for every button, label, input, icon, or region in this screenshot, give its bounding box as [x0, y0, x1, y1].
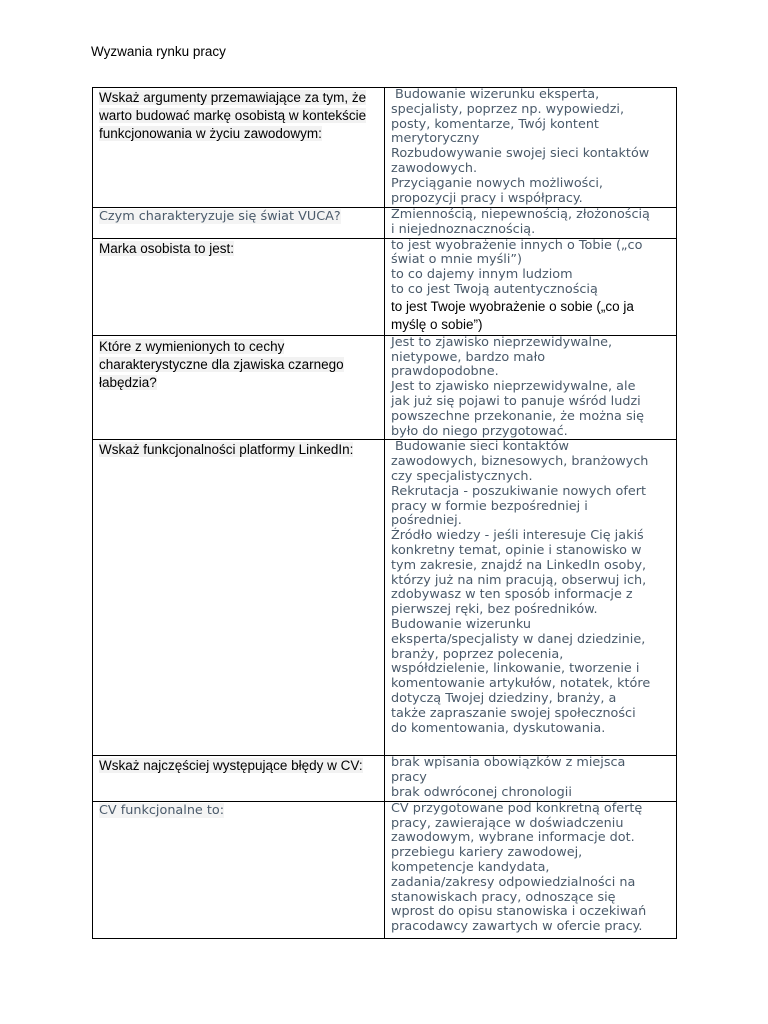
answer-line: którzy już na nim pracują, obserwuj ich, [391, 572, 647, 588]
answer-line: także zapraszanie swojej społeczności [391, 705, 636, 721]
answer-line: i niejednoznacznością. [391, 221, 536, 237]
question-text: Czym charakteryzuje się świat VUCA? [99, 209, 341, 224]
question-cell [93, 440, 385, 756]
answer-line: Budowanie sieci kontaktów [395, 439, 569, 455]
question-cell [93, 756, 385, 801]
answer-line: współdzielenie, linkowanie, tworzenie i [391, 661, 640, 677]
answer-line: zawodowych, biznesowych, branżowych [391, 454, 649, 470]
answer-line: Budowanie wizerunku [391, 616, 531, 632]
table-row [93, 756, 677, 801]
answer-line: przebiegu kariery zawodowej, [391, 845, 583, 861]
answer-line: posty, komentarze, Twój kontent [391, 116, 599, 132]
document-title: Wyzwania rynku pracy [91, 44, 226, 59]
answer-line: Jest to zjawisko nieprzewidywalne, ale [391, 379, 636, 395]
answer-line: specjalisty, poprzez np. wypowiedzi, [391, 101, 625, 117]
table-row [93, 238, 677, 335]
answer-line: komentowanie artykułów, notatek, które [391, 676, 651, 692]
answer-line: było do niego przygotować. [391, 423, 568, 439]
answer-line: propozycji pracy i współpracy. [391, 190, 583, 206]
answer-line: stanowiskach pracy, odnoszące się [391, 889, 616, 905]
table-row [93, 335, 677, 440]
answer-line: Jest to zjawisko nieprzewidywalne, [391, 334, 613, 350]
answer-line: zawodowym, wybrane informacje dot. [391, 830, 635, 846]
answer-line: jak już się pojawi to panuje wśród ludzi [391, 393, 641, 409]
question-text: Wskaż funkcjonalności platformy LinkedIn: [99, 442, 354, 458]
question-cell [93, 238, 385, 335]
question-cell [93, 208, 385, 239]
question-cell [93, 88, 385, 208]
answer-line: Rozbudowywanie swojej sieci kontaktów [391, 146, 650, 162]
answer-line: wprost do opisu stanowiska i oczekiwań [391, 904, 647, 920]
answer-line: zadania/zakresy odpowiedzialności na [391, 874, 636, 890]
answer-cell [385, 238, 677, 335]
answer-line: brak wpisania obowiązków z miejsca [391, 755, 626, 771]
answer-line: Źródło wiedzy - jeśli interesuje Cię jakiś [391, 528, 644, 544]
question-text: CV funkcjonalne to: [99, 802, 225, 818]
answer-line: pracy w formie bezpośredniej i [391, 498, 588, 514]
question-cell [93, 335, 385, 440]
answer-cell [385, 801, 677, 938]
answer-line: Zmiennością, niepewnością, złożonością [391, 207, 650, 222]
answer-cell [385, 208, 677, 239]
answer-line: zdobywasz w ten sposób informacje z [391, 587, 633, 603]
answer-cell [385, 335, 677, 440]
answer-line: do komentowania, dyskutowania. [391, 720, 606, 736]
answer-line: czy specjalistycznych. [391, 468, 533, 484]
answer-line: pośredniej. [391, 513, 462, 529]
answer-line: Budowanie wizerunku eksperta, [395, 87, 600, 102]
table-row [93, 88, 677, 208]
answer-line: myślę o sobie”) [391, 317, 483, 333]
answer-line: Rekrutacja - poszukiwanie nowych ofert [391, 483, 647, 499]
question-cell [93, 801, 385, 938]
answer-cell [385, 440, 677, 756]
answer-line: to jest Twoje wyobrażenie o sobie („co ja [391, 298, 634, 314]
answer-line: świat o mnie myśli”) [391, 252, 523, 268]
answer-line: nietypowe, bardzo mało [391, 349, 546, 365]
answer-line: to jest wyobrażenie innych o Tobie („co [391, 237, 643, 253]
table-row [93, 801, 677, 938]
qa-table [92, 87, 677, 939]
answer-line: brak odwróconej chronologii [391, 784, 572, 800]
answer-line: eksperta/specjalisty w danej dziedzinie, [391, 631, 646, 647]
table-row [93, 208, 677, 239]
answer-line: pracy, zawierające w doświadczeniu [391, 815, 624, 831]
question-text: Marka osobista to jest: [99, 240, 235, 256]
question-text: Które z wymienionych to cechy charakterystyczne dla zjawiska czarnego łabędzia? [99, 338, 344, 390]
answer-line: pracy [391, 770, 427, 786]
answer-line: to co dajemy innym ludziom [391, 267, 573, 283]
answer-line: branży, poprzez polecenia, [391, 646, 564, 662]
answer-line: powszechne przekonanie, że można się [391, 408, 645, 424]
answer-line: merytoryczny [391, 131, 480, 147]
answer-line: zawodowych. [391, 160, 478, 176]
answer-line: prawdopodobne. [391, 364, 499, 380]
answer-line: kompetencje kandydata, [391, 859, 550, 875]
answer-line: pierwszej ręki, bez pośredników. [391, 602, 598, 618]
answer-line: konkretny temat, opinie i stanowisko w [391, 542, 642, 558]
question-text: Wskaż argumenty przemawiające za tym, że warto budować markę osobistą w kontekście funkcjonowania w życiu zawodowym: [99, 90, 367, 141]
answer-line: tym zakresie, znajdź na LinkedIn osoby, [391, 557, 647, 573]
answer-line: pracodawcy zawartych w ofercie pracy. [391, 919, 643, 935]
answer-cell [385, 88, 677, 208]
answer-cell [385, 756, 677, 801]
table-row [93, 440, 677, 756]
answer-line: to co jest Twoją autentycznością [391, 281, 598, 297]
answer-line: dotyczą Twojej dziedziny, branży, a [391, 690, 617, 706]
answer-line: CV przygotowane pod konkretną ofertę [391, 800, 643, 816]
answer-line: Przyciąganie nowych możliwości, [391, 175, 603, 191]
question-text: Wskaż najczęściej występujące błędy w CV: [99, 758, 363, 774]
